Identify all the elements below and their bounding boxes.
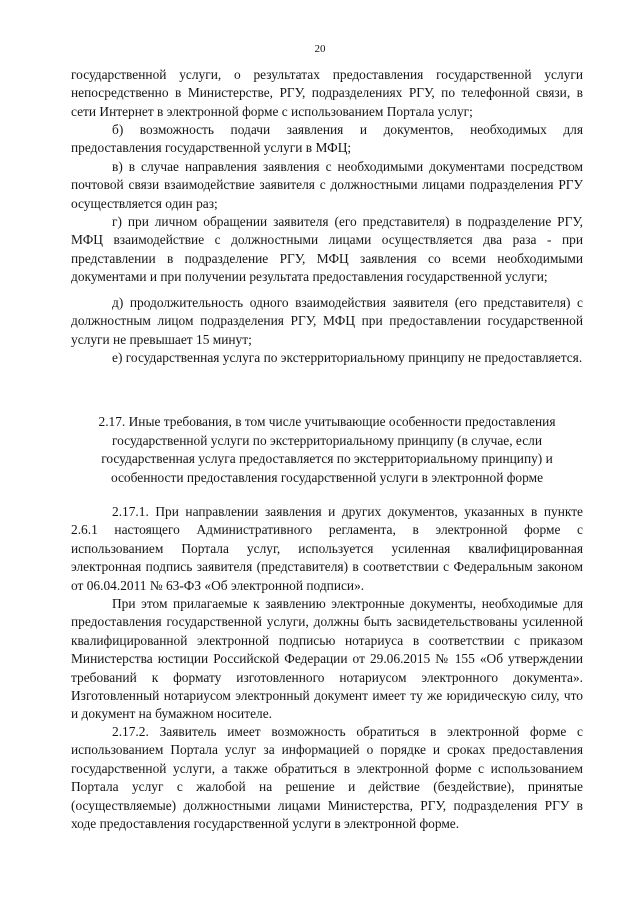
paragraph-item-e: е) государственная услуга по экстерриториальному принципу не предоставляется. [112,350,583,365]
paragraph-item-g: г) при личном обращении заявителя (его представителя) в подразделение РГУ, МФЦ взаимодействие с должностными лицами осуществляется два раза - при представлении в подразделение РГУ, МФЦ заявления со всеми необходимыми документами и при получении результата предоставления государственной услуги; [71,214,583,285]
paragraph-2-17-1: 2.17.1. При направлении заявления и других документов, указанных в пункте 2.6.1 настоящего Административного регламента, в электронной форме с использованием Портала услуг, используется усиленная квалифицированная электронная подпись заявителя (представителя) в соответствии с Федеральным законом от 06.04.2011 № 63-ФЗ «Об электронной подписи». [71,504,583,593]
paragraph-item-d: д) продолжительность одного взаимодействия заявителя (его представителя) с должностным лицом подразделения РГУ, МФЦ при предоставлении государственной услуги не превышает 15 минут; [71,295,583,347]
paragraph-item-b: б) возможность подачи заявления и документов, необходимых для предоставления государственной услуги в МФЦ; [71,122,583,156]
paragraph-continuation: государственной услуги, о результатах предоставления государственной услуги непосредственно в Министерстве, РГУ, подразделениях РГУ, по телефонной связи, в сети Интернет в электронной форме с использованием Портала услуг; [71,67,583,119]
page-number: 20 [314,43,326,55]
paragraph-2-17-2: 2.17.2. Заявитель имеет возможность обратиться в электронной форме с использованием Портала услуг за информацией о порядке и сроках предоставления государственной услуги, а также обратиться в электронной форме с использованием Портала услуг с жалобой на решение и действие (бездействие), принятые (осуществляемые) должностными лицами Министерства, РГУ, подразделения РГУ в ходе предоставления государственной услуги в электронной форме. [71,724,583,832]
paragraph-item-v: в) в случае направления заявления с необходимыми документами посредством почтовой связи взаимодействие заявителя с должностными лицами подразделения РГУ осуществляется один раз; [71,159,583,211]
paragraph-notary: При этом прилагаемые к заявлению электронные документы, необходимые для предоставления государственной услуги, должны быть засвидетельствованы усиленной квалифицированной электронной подписью нотариуса в соответствии с приказом Министерства юстиции Российской Федерации от 29.06.2015 № 155 «Об утверждении требований к формату изготовленного нотариусом электронного документа». Изготовленный нотариусом электронный документ имеет ту же юридическую силу, что и документ на бумажном носителе. [71,596,583,722]
section-heading: 2.17. Иные требования, в том числе учитывающие особенности предоставления государственной услуги по экстерриториальному принципу (в случае, если государственная услуга предоставляется по экстерриториальному принципу) и особенности предоставления государственной услуги в электронной форме [98,414,556,485]
